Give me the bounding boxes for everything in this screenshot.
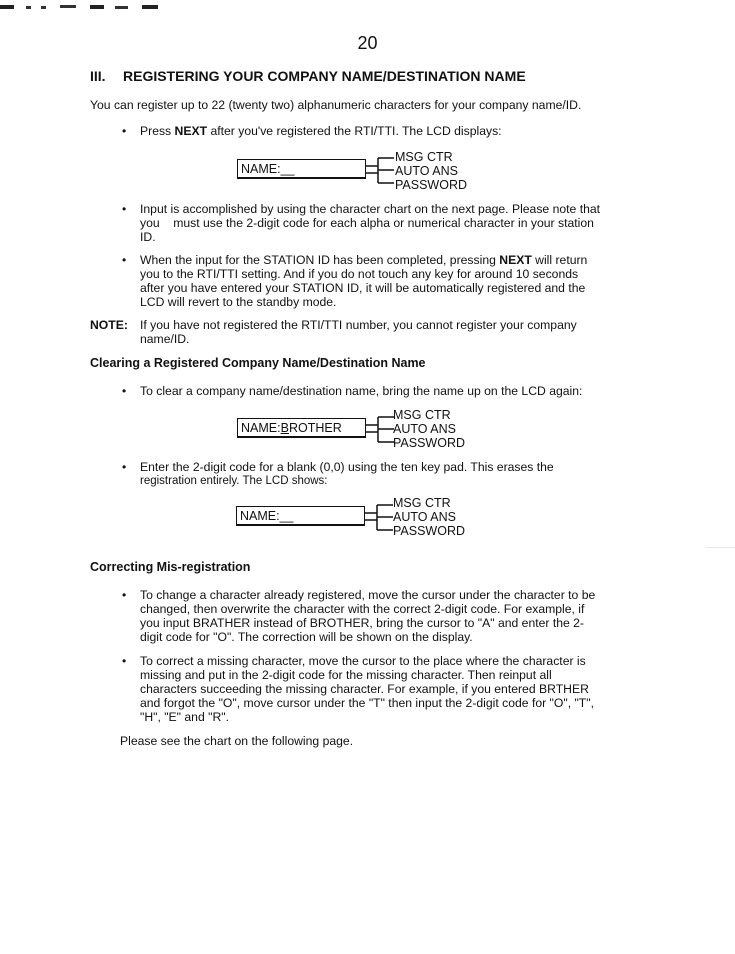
text-line: Input is accomplished by using the character chart on the next page. Please note that <box>140 202 601 216</box>
subheading-correcting: Correcting Mis-registration <box>90 560 251 574</box>
subheading-clearing: Clearing a Registered Company Name/Destination Name <box>90 356 426 370</box>
text-line: To correct a missing character, move the cursor to the place where the character is <box>140 654 586 668</box>
section-title <box>90 68 526 84</box>
bullet-station-id-complete <box>140 253 640 309</box>
intro-paragraph: You can register up to 22 (twenty two) alphanumeric characters for your company name/ID. <box>90 98 582 112</box>
lcd-menu-list <box>393 496 465 538</box>
scan-edge-line <box>706 547 735 548</box>
lcd-display-empty <box>236 506 365 526</box>
lcd-name-prefix: NAME: <box>241 162 281 176</box>
text: will return <box>531 253 588 267</box>
bullet-marker: • <box>122 588 127 602</box>
lcd-cursor: __ <box>280 162 295 176</box>
text-line: If you have not registered the RTI/TTI number, you cannot register your company <box>140 318 577 332</box>
section-title-text: REGISTERING YOUR COMPANY NAME/DESTINATION NAME <box>123 68 526 84</box>
note-text <box>140 318 620 346</box>
lcd-menu-list <box>395 150 467 192</box>
text: after you've registered the RTI/TTI. The LCD displays: <box>207 124 502 138</box>
text-line: missing and put in the 2-digit code for the missing character. Then reinput all <box>140 668 552 682</box>
bullet-marker: • <box>122 654 127 668</box>
bullet-marker: • <box>122 253 127 267</box>
bullet-marker: • <box>122 460 127 474</box>
lcd-cursor-char: B <box>280 421 289 435</box>
text-line: LCD will revert to the standby mode. <box>140 295 337 309</box>
bullet-missing-character <box>140 654 640 724</box>
text-line: digit code for "O". The correction will be shown on the display. <box>140 630 473 644</box>
bullet-marker: • <box>122 124 127 138</box>
text-line: name/ID. <box>140 332 190 346</box>
bullet-enter-blank <box>140 460 620 488</box>
text: Press <box>140 124 175 138</box>
text: When the input for the STATION ID has been completed, pressing <box>140 253 500 267</box>
text-line: you input BRATHER instead of BROTHER, bring the cursor to "A" and enter the 2- <box>140 616 584 630</box>
menu-item-msg-ctr: MSG CTR <box>395 150 453 164</box>
lcd-menu-list <box>393 408 465 450</box>
lcd-display-brother <box>237 418 366 438</box>
menu-item-password: PASSWORD <box>393 524 465 538</box>
next-key-label: NEXT <box>499 253 532 267</box>
menu-item-msg-ctr: MSG CTR <box>393 408 451 422</box>
lcd-name-rest: ROTHER <box>288 421 342 435</box>
bullet-input-method <box>140 202 640 244</box>
bullet-marker: • <box>122 384 127 398</box>
closing-paragraph: Please see the chart on the following page. <box>120 734 354 748</box>
text-line: you must use the 2-digit code for each alpha or numerical character in your station <box>140 216 594 230</box>
menu-bracket-icon <box>366 411 396 447</box>
text-line: after you have entered your STATION ID, it will be automatically registered and the <box>140 281 586 295</box>
lcd-display-empty <box>237 159 366 179</box>
lcd-cursor: __ <box>279 509 294 523</box>
menu-item-auto-ans: AUTO ANS <box>395 164 458 178</box>
section-numeral: III. <box>90 68 106 84</box>
lcd-name-prefix: NAME: <box>240 509 280 523</box>
bullet-clear-name: To clear a company name/destination name, bring the name up on the LCD again: <box>140 384 583 398</box>
menu-bracket-icon <box>365 499 395 535</box>
text-line: Enter the 2-digit code for a blank (0,0) using the ten key pad. This erases the <box>140 460 554 474</box>
text-line: "H", "E" and "R". <box>140 710 229 724</box>
scan-marks <box>0 0 180 14</box>
text-line: and forgot the "O", move cursor under the "T" then input the 2-digit code for "O", "T", <box>140 696 594 710</box>
text-line: you to the RTI/TTI setting. And if you do not touch any key for around 10 seconds <box>140 267 579 281</box>
bullet-change-character <box>140 588 640 644</box>
note-label: NOTE: <box>90 318 128 332</box>
menu-item-password: PASSWORD <box>393 436 465 450</box>
text-line: registration entirely. The LCD shows: <box>140 475 328 487</box>
page-number: 20 <box>357 33 378 53</box>
next-key-label: NEXT <box>174 124 208 138</box>
text-line: characters succeeding the missing character. For example, if you entered BRTHER <box>140 682 589 696</box>
text-line: changed, then overwrite the character with the correct 2-digit code. For example, if <box>140 602 585 616</box>
bullet-next-after-rti <box>140 124 620 138</box>
menu-item-auto-ans: AUTO ANS <box>393 422 456 436</box>
bullet-marker: • <box>122 202 127 216</box>
menu-item-auto-ans: AUTO ANS <box>393 510 456 524</box>
menu-item-msg-ctr: MSG CTR <box>393 496 451 510</box>
menu-item-password: PASSWORD <box>395 178 467 192</box>
text-line: To change a character already registered, move the cursor under the character to be <box>140 588 596 602</box>
menu-bracket-icon <box>366 152 396 188</box>
lcd-name-prefix: NAME: <box>241 421 281 435</box>
text-line: ID. <box>140 230 156 244</box>
